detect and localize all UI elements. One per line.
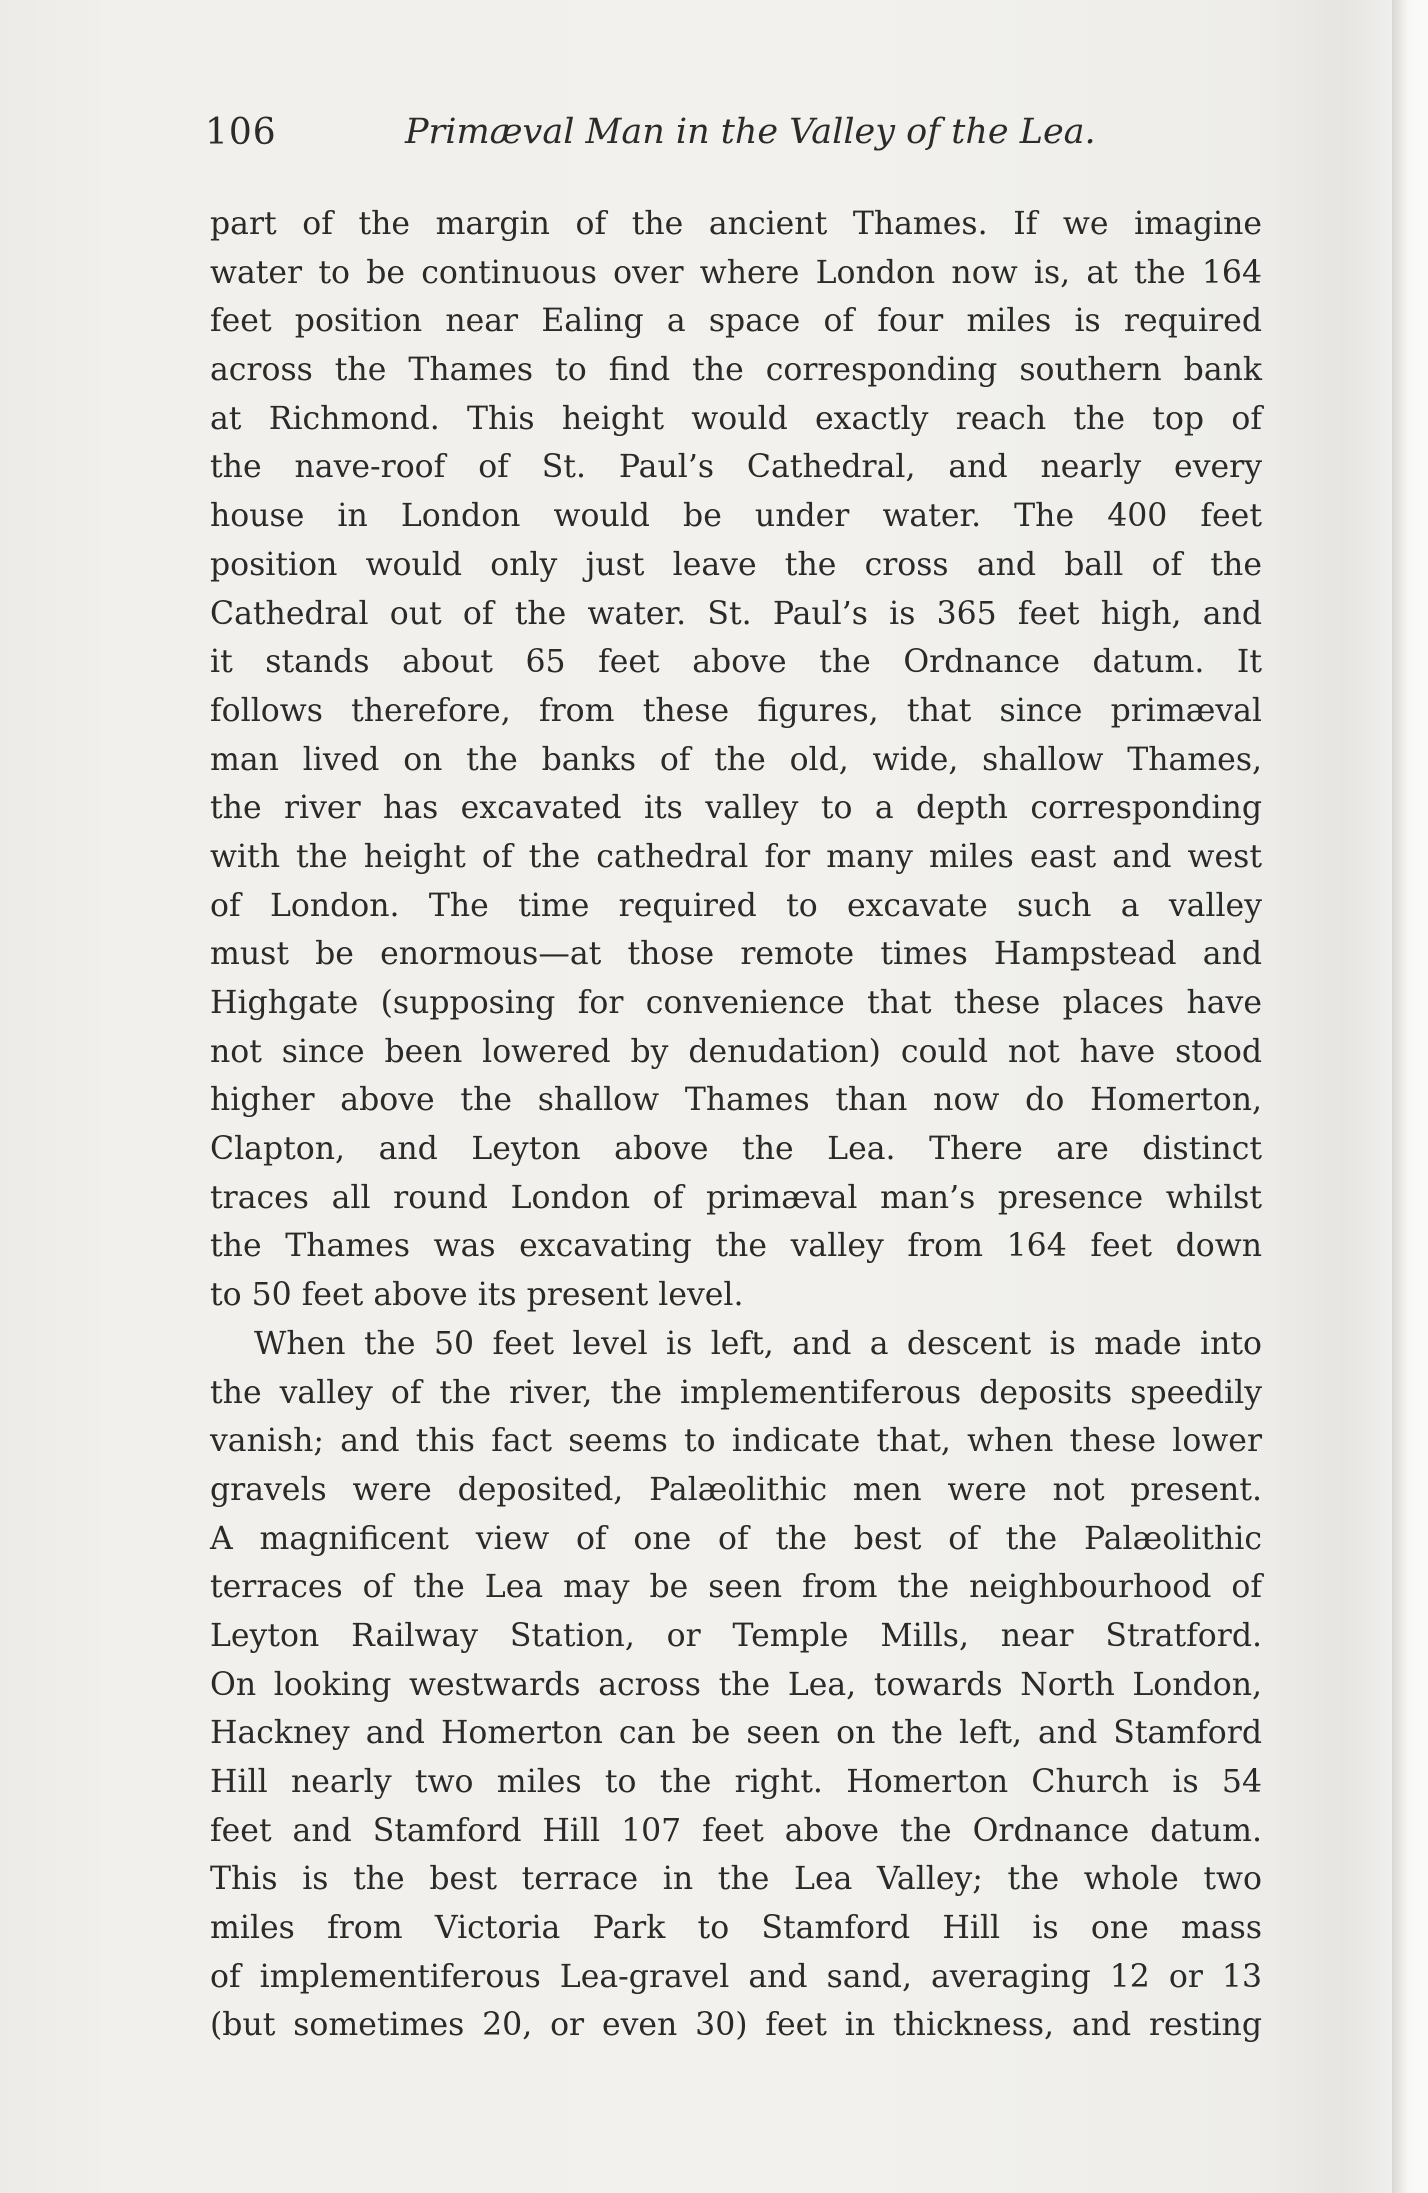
text-line: A magnificent view of one of the best of the Palæolithic — [210, 1520, 1262, 1557]
page-header — [205, 112, 1265, 168]
text-line: must be enormous—at those remote times Hampstead and — [210, 936, 1262, 973]
text-line: On looking westwards across the Lea, towards North London, — [210, 1666, 1262, 1703]
text-line: of London. The time required to excavate such a valley — [210, 887, 1262, 924]
text-line: water to be continuous over where London now is, at the 164 — [210, 254, 1262, 291]
running-title: Primæval Man in the Valley of the Lea. — [405, 112, 1096, 152]
text-line: the Thames was excavating the valley from 164 feet down — [210, 1228, 1262, 1265]
page-edge-shadow — [1392, 0, 1428, 2193]
text-line: house in London would be under water. The 400 feet — [210, 498, 1262, 535]
text-line: Leyton Railway Station, or Temple Mills, near Stratford. — [210, 1617, 1262, 1654]
body-text — [210, 200, 1262, 2050]
text-line: across the Thames to find the corresponding southern bank — [210, 352, 1262, 389]
text-line: the valley of the river, the implementiferous deposits speedily — [210, 1374, 1262, 1411]
page-number: 106 — [205, 112, 277, 153]
text-line: terraces of the Lea may be seen from the neighbourhood of — [210, 1569, 1262, 1606]
text-line: Hill nearly two miles to the right. Homerton Church is 54 — [210, 1764, 1262, 1800]
text-line: follows therefore, from these figures, that since primæval — [210, 692, 1262, 729]
text-line: part of the margin of the ancient Thames. If we imagine — [210, 206, 1262, 242]
text-line: traces all round London of primæval man’s presence whilst — [210, 1179, 1262, 1216]
text-line: (but sometimes 20, or even 30) feet in thickness, and resting — [210, 2007, 1262, 2044]
paragraph — [210, 1320, 1262, 2050]
text-line: Highgate (supposing for convenience that these places have — [210, 985, 1262, 1021]
text-line: gravels were deposited, Palæolithic men were not present. — [210, 1471, 1262, 1508]
text-line: feet and Stamford Hill 107 feet above the Ordnance datum. — [210, 1812, 1262, 1849]
text-line: higher above the shallow Thames than now do Homerton, — [210, 1082, 1262, 1119]
text-line: the river has excavated its valley to a depth corresponding — [210, 790, 1262, 827]
text-line: it stands about 65 feet above the Ordnance datum. It — [210, 644, 1262, 681]
text-line: with the height of the cathedral for many miles east and west — [210, 838, 1262, 875]
text-line: at Richmond. This height would exactly reach the top of — [210, 400, 1262, 437]
text-line: When the 50 feet level is left, and a descent is made into — [254, 1325, 1262, 1362]
text-line: of implementiferous Lea-gravel and sand, averaging 12 or 13 — [210, 1958, 1262, 1995]
paragraph — [210, 200, 1262, 1320]
text-line: to 50 feet above its present level. — [210, 1277, 744, 1314]
text-line: position would only just leave the cross and ball of the — [210, 546, 1262, 583]
text-line: man lived on the banks of the old, wide, shallow Thames, — [210, 741, 1262, 778]
text-line: vanish; and this fact seems to indicate that, when these lower — [210, 1423, 1262, 1460]
text-line: the nave-roof of St. Paul’s Cathedral, and nearly every — [210, 449, 1262, 486]
text-line: not since been lowered by denudation) could not have stood — [210, 1033, 1262, 1070]
text-line: This is the best terrace in the Lea Valley; the whole two — [210, 1861, 1262, 1898]
text-line: Hackney and Homerton can be seen on the left, and Stamford — [210, 1715, 1262, 1752]
text-line: feet position near Ealing a space of four miles is required — [210, 303, 1262, 340]
text-line: Cathedral out of the water. St. Paul’s is 365 feet high, and — [210, 595, 1262, 632]
text-line: Clapton, and Leyton above the Lea. There are distinct — [210, 1131, 1262, 1168]
text-line: miles from Victoria Park to Stamford Hill is one mass — [210, 1910, 1262, 1947]
